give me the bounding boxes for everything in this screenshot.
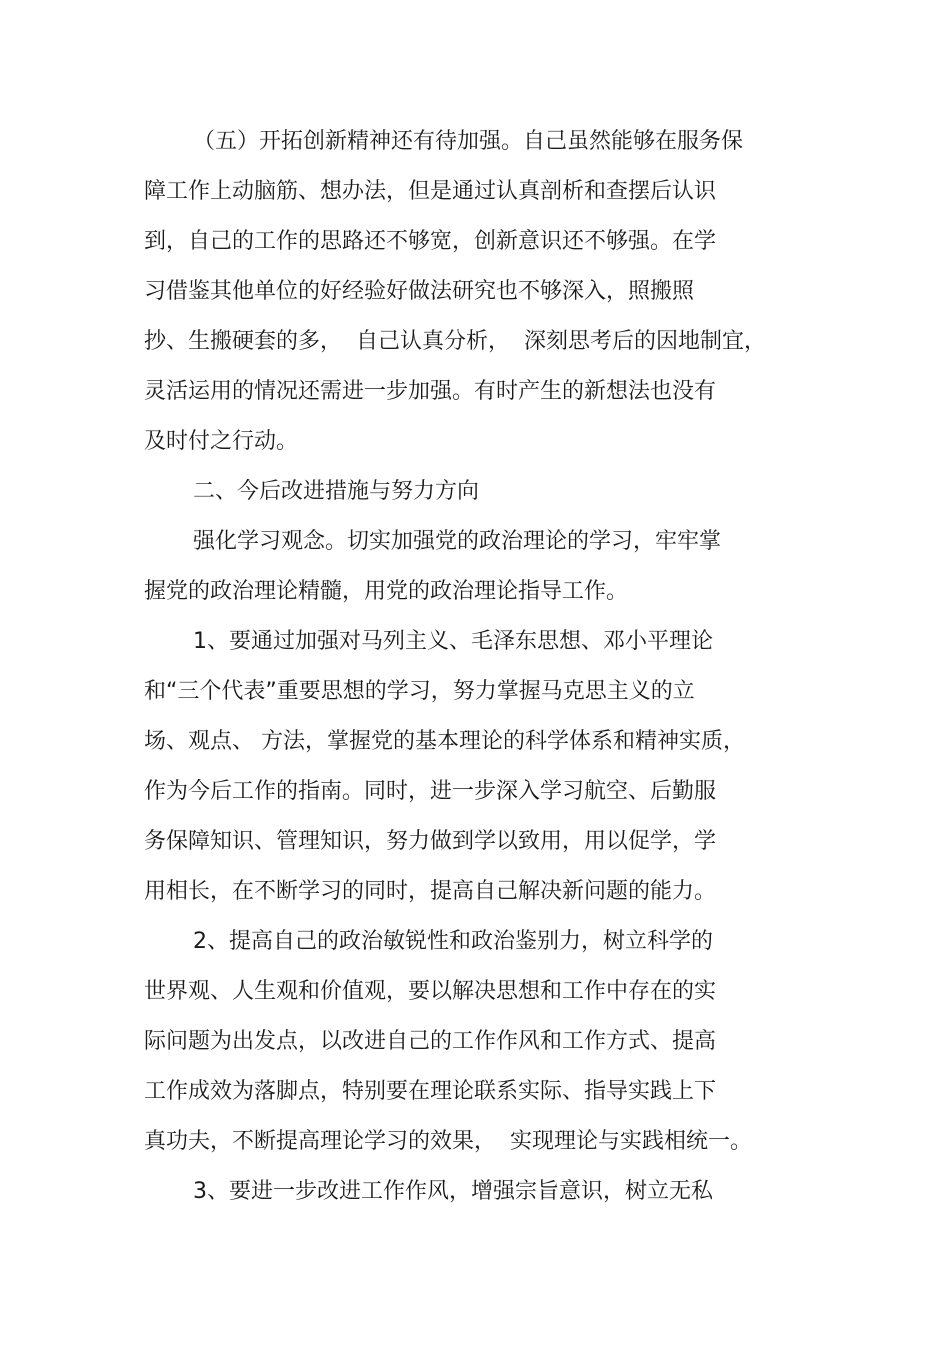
section-heading: 二、今后改进措施与努力方向 <box>193 479 480 504</box>
list-item-line: 1、要通过加强对马列主义、毛泽东思想、邓小平理论 <box>193 629 713 654</box>
paragraph-line: 际问题为出发点，以改进自己的工作作风和工作方式、提高 <box>144 1029 717 1054</box>
paragraph-line: 务保障知识、管理知识，努力做到学以致用，用以促学，学 <box>144 829 717 854</box>
paragraph-line: 抄、生搬硬套的多， 自己认真分析， 深刻思考后的因地制宜， <box>144 329 766 354</box>
paragraph-line: 习借鉴其他单位的好经验好做法研究也不够深入，照搬照 <box>144 279 695 304</box>
list-item-line: 2、提高自己的政治敏锐性和政治鉴别力，树立科学的 <box>193 929 713 954</box>
list-item-line: 3、要进一步改进工作作风，增强宗旨意识，树立无私 <box>193 1179 713 1204</box>
paragraph-line: 真功夫，不断提高理论学习的效果， 实现理论与实践相统一。 <box>144 1129 752 1154</box>
paragraph-line: 世界观、人生观和价值观，要以解决思想和工作中存在的实 <box>144 979 717 1004</box>
paragraph-line: 握党的政治理论精髓，用党的政治理论指导工作。 <box>144 579 629 604</box>
paragraph-line: 工作成效为落脚点，特别要在理论联系实际、指导实践上下 <box>144 1079 717 1104</box>
paragraph-line: 障工作上动脑筋、想办法，但是通过认真剖析和查摆后认识 <box>144 179 717 204</box>
paragraph-line: 灵活运用的情况还需进一步加强。有时产生的新想法也没有 <box>144 379 717 404</box>
paragraph-line: 和“三个代表”重要思想的学习，努力掌握马克思主义的立 <box>144 679 695 704</box>
paragraph-line: （五）开拓创新精神还有待加强。自己虽然能够在服务保 <box>193 129 744 154</box>
paragraph-line: 强化学习观念。切实加强党的政治理论的学习，牢牢掌 <box>193 529 722 554</box>
paragraph-line: 用相长，在不断学习的同时，提高自己解决新问题的能力。 <box>144 879 717 904</box>
paragraph-line: 及时付之行动。 <box>144 429 299 454</box>
paragraph-line: 到，自己的工作的思路还不够宽，创新意识还不够强。在学 <box>144 229 717 254</box>
paragraph-line: 作为今后工作的指南。同时，进一步深入学习航空、后勤服 <box>144 779 717 804</box>
paragraph-line: 场、观点、 方法，掌握党的基本理论的科学体系和精神实质， <box>144 729 745 754</box>
